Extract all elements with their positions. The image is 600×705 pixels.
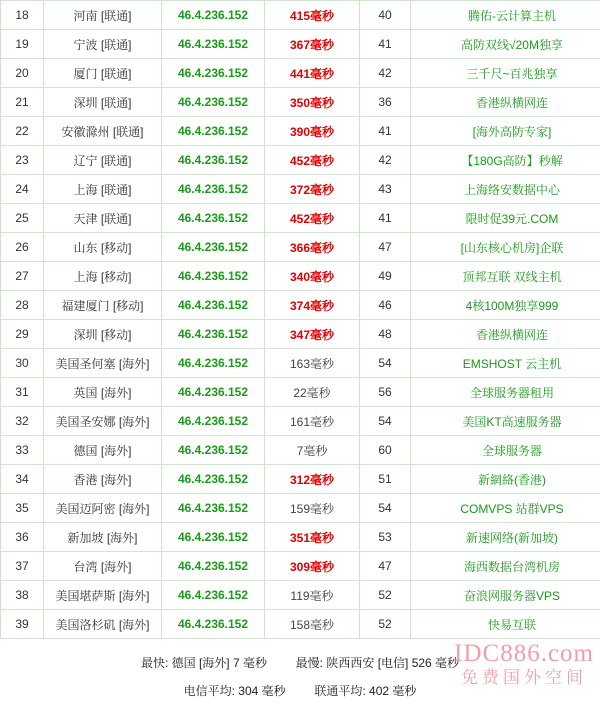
row-ip: 46.4.236.152 [162,233,265,262]
row-ip: 46.4.236.152 [162,117,265,146]
row-sponsor[interactable]: 腾佑-云计算主机 [411,1,600,30]
fastest-label: 最快: [141,656,168,670]
ping-results-body [1,1,600,639]
row-index: 19 [1,30,44,59]
row-node: 宁波 [联通] [44,30,162,59]
row-node: 上海 [联通] [44,175,162,204]
row-index: 32 [1,407,44,436]
row-index: 28 [1,291,44,320]
row-latency: 415毫秒 [265,1,360,30]
slowest-label: 最慢: [296,656,323,670]
row-sponsor[interactable]: COMVPS 站群VPS [411,494,600,523]
row-sponsor[interactable]: 奋浪网服务器VPS [411,581,600,610]
row-ip: 46.4.236.152 [162,436,265,465]
row-latency: 159毫秒 [265,494,360,523]
row-ip: 46.4.236.152 [162,349,265,378]
row-index: 35 [1,494,44,523]
row-ip: 46.4.236.152 [162,407,265,436]
row-latency: 309毫秒 [265,552,360,581]
row-latency: 372毫秒 [265,175,360,204]
row-ip: 46.4.236.152 [162,204,265,233]
row-index: 34 [1,465,44,494]
row-index: 26 [1,233,44,262]
row-ttl: 54 [360,349,411,378]
row-latency: 452毫秒 [265,204,360,233]
row-ttl: 60 [360,436,411,465]
row-sponsor[interactable]: 香港纵横网连 [411,88,600,117]
table-row [1,320,600,349]
row-index: 25 [1,204,44,233]
row-node: 上海 [移动] [44,262,162,291]
row-latency: 161毫秒 [265,407,360,436]
row-ttl: 56 [360,378,411,407]
row-latency: 340毫秒 [265,262,360,291]
row-sponsor[interactable]: EMSHOST 云主机 [411,349,600,378]
row-sponsor[interactable]: 上海络安数据中心 [411,175,600,204]
row-index: 21 [1,88,44,117]
row-ip: 46.4.236.152 [162,465,265,494]
telecom-average-label: 电信平均: [184,684,235,698]
row-latency: 312毫秒 [265,465,360,494]
row-ttl: 41 [360,204,411,233]
row-index: 39 [1,610,44,639]
row-ip: 46.4.236.152 [162,59,265,88]
table-row [1,378,600,407]
row-sponsor[interactable]: 高防双线√20M独享 [411,30,600,59]
row-index: 29 [1,320,44,349]
row-node: 德国 [海外] [44,436,162,465]
row-node: 山东 [移动] [44,233,162,262]
row-ttl: 41 [360,117,411,146]
row-node: 深圳 [移动] [44,320,162,349]
row-ttl: 36 [360,88,411,117]
row-index: 20 [1,59,44,88]
row-sponsor[interactable]: 香港纵横网连 [411,320,600,349]
row-sponsor[interactable]: 海西数据台湾机房 [411,552,600,581]
row-ttl: 48 [360,320,411,349]
table-row [1,523,600,552]
row-node: 福建厦门 [移动] [44,291,162,320]
table-row [1,30,600,59]
row-sponsor[interactable]: [山东核心机房]企联 [411,233,600,262]
row-ttl: 47 [360,233,411,262]
watermark-slogan: 免费国外空间 [454,667,594,689]
table-row [1,59,600,88]
row-ttl: 41 [360,30,411,59]
unicom-average-value: 402 毫秒 [369,684,416,698]
row-sponsor[interactable]: 全球服务器租用 [411,378,600,407]
row-ttl: 47 [360,552,411,581]
summary-averages [0,677,600,705]
row-ip: 46.4.236.152 [162,610,265,639]
row-ttl: 46 [360,291,411,320]
table-row [1,233,600,262]
row-node: 河南 [联通] [44,1,162,30]
summary-section [0,639,600,705]
row-node: 美国堪萨斯 [海外] [44,581,162,610]
row-ttl: 42 [360,59,411,88]
table-row [1,349,600,378]
row-sponsor[interactable]: [海外高防专家] [411,117,600,146]
row-ip: 46.4.236.152 [162,552,265,581]
table-row [1,88,600,117]
row-ttl: 42 [360,146,411,175]
row-ip: 46.4.236.152 [162,30,265,59]
table-row [1,581,600,610]
table-row [1,465,600,494]
table-row [1,407,600,436]
row-ip: 46.4.236.152 [162,523,265,552]
row-ttl: 52 [360,581,411,610]
row-ip: 46.4.236.152 [162,291,265,320]
row-index: 23 [1,146,44,175]
row-node: 安徽滁州 [联通] [44,117,162,146]
row-index: 22 [1,117,44,146]
row-node: 厦门 [联通] [44,59,162,88]
slowest-value: 陕西西安 [电信] 526 毫秒 [326,656,459,670]
table-row [1,117,600,146]
row-ip: 46.4.236.152 [162,262,265,291]
row-node: 深圳 [联通] [44,88,162,117]
fastest-value: 德国 [海外] 7 毫秒 [172,656,267,670]
row-latency: 163毫秒 [265,349,360,378]
table-row [1,262,600,291]
row-sponsor[interactable]: 顶邦互联 双线主机 [411,262,600,291]
row-latency: 119毫秒 [265,581,360,610]
row-latency: 347毫秒 [265,320,360,349]
row-ip: 46.4.236.152 [162,494,265,523]
row-ip: 46.4.236.152 [162,1,265,30]
row-latency: 351毫秒 [265,523,360,552]
unicom-average-label: 联通平均: [314,684,365,698]
row-latency: 158毫秒 [265,610,360,639]
row-index: 38 [1,581,44,610]
table-row [1,291,600,320]
row-node: 辽宁 [联通] [44,146,162,175]
row-latency: 350毫秒 [265,88,360,117]
row-index: 30 [1,349,44,378]
row-sponsor[interactable]: 【180G高防】秒解 [411,146,600,175]
row-node: 英国 [海外] [44,378,162,407]
row-sponsor[interactable]: 新網絡(香港) [411,465,600,494]
row-node: 美国洛杉矶 [海外] [44,610,162,639]
row-node: 台湾 [海外] [44,552,162,581]
summary-extremes [0,649,600,677]
row-sponsor[interactable]: 新速网络(新加坡) [411,523,600,552]
row-ip: 46.4.236.152 [162,378,265,407]
row-sponsor[interactable]: 4核100M独享999 [411,291,600,320]
row-sponsor[interactable]: 美国KT高速服务器 [411,407,600,436]
row-sponsor[interactable]: 快易互联 [411,610,600,639]
row-node: 新加坡 [海外] [44,523,162,552]
watermark-domain: IDC886.com [454,641,594,667]
table-row [1,552,600,581]
telecom-average-value: 304 毫秒 [238,684,285,698]
row-index: 36 [1,523,44,552]
row-ttl: 52 [360,610,411,639]
row-node: 美国圣何塞 [海外] [44,349,162,378]
row-index: 24 [1,175,44,204]
row-node: 天津 [联通] [44,204,162,233]
row-node: 香港 [海外] [44,465,162,494]
row-latency: 7毫秒 [265,436,360,465]
row-ttl: 54 [360,494,411,523]
row-index: 27 [1,262,44,291]
table-row [1,204,600,233]
row-index: 18 [1,1,44,30]
row-ttl: 51 [360,465,411,494]
row-index: 33 [1,436,44,465]
row-sponsor[interactable]: 三千尺~百兆独享 [411,59,600,88]
row-ip: 46.4.236.152 [162,146,265,175]
row-ttl: 40 [360,1,411,30]
row-ip: 46.4.236.152 [162,581,265,610]
table-row [1,610,600,639]
row-index: 37 [1,552,44,581]
row-ip: 46.4.236.152 [162,88,265,117]
row-index: 31 [1,378,44,407]
row-latency: 452毫秒 [265,146,360,175]
row-latency: 390毫秒 [265,117,360,146]
row-ip: 46.4.236.152 [162,320,265,349]
table-row [1,175,600,204]
row-ttl: 43 [360,175,411,204]
row-ttl: 53 [360,523,411,552]
row-sponsor[interactable]: 限时促39元.COM [411,204,600,233]
table-row [1,146,600,175]
table-row [1,1,600,30]
table-row [1,494,600,523]
table-row [1,436,600,465]
row-node: 美国圣安娜 [海外] [44,407,162,436]
row-latency: 22毫秒 [265,378,360,407]
row-latency: 366毫秒 [265,233,360,262]
row-latency: 374毫秒 [265,291,360,320]
row-ttl: 54 [360,407,411,436]
row-sponsor[interactable]: 全球服务器 [411,436,600,465]
row-ip: 46.4.236.152 [162,175,265,204]
row-latency: 441毫秒 [265,59,360,88]
row-ttl: 49 [360,262,411,291]
row-latency: 367毫秒 [265,30,360,59]
row-node: 美国迈阿密 [海外] [44,494,162,523]
